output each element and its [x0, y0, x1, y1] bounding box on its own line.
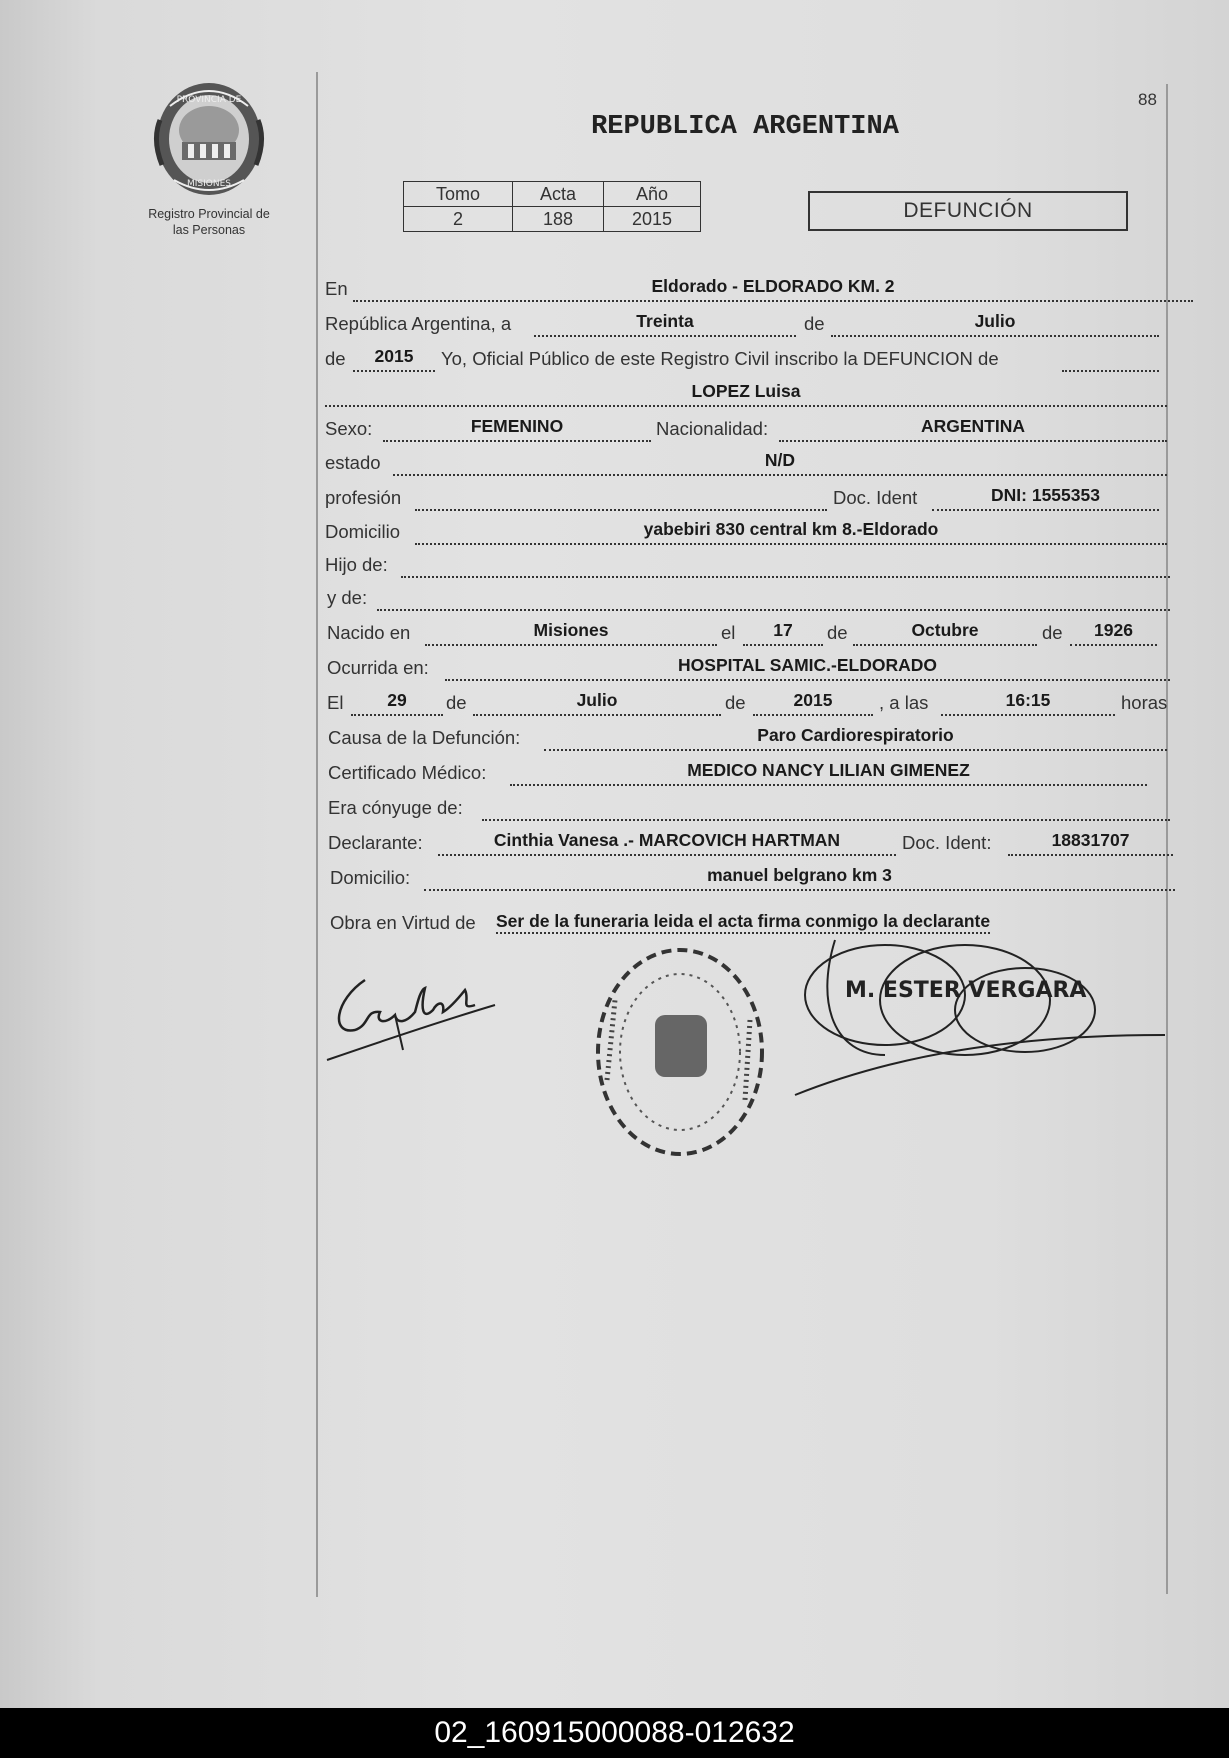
seal-bottom-text: MISIONES — [186, 179, 232, 189]
label-doc-ident-2: Doc. Ident: — [902, 832, 992, 853]
row-birth — [327, 616, 1167, 646]
label-y-de: y de: — [327, 587, 368, 608]
row-status — [325, 446, 1167, 476]
label-declarante: Declarante: — [328, 832, 423, 853]
field-declarant-address: manuel belgrano km 3 — [424, 863, 1175, 891]
field-father — [401, 550, 1170, 578]
row-cause — [328, 721, 1167, 751]
scan-footer-id: 02_160915000088-012632 — [0, 1708, 1229, 1758]
label-de-1: de — [804, 313, 825, 334]
label-domicilio-2: Domicilio: — [330, 867, 411, 888]
value-acta: 188 — [513, 207, 604, 232]
label-estado: estado — [325, 452, 381, 473]
field-birth-month: Octubre — [853, 618, 1037, 646]
label-domicilio: Domicilio — [325, 521, 401, 542]
row-address — [325, 515, 1167, 545]
field-birth-day: 17 — [743, 618, 823, 646]
table-header-row — [404, 182, 701, 207]
row-mother — [325, 581, 1170, 611]
field-declarant-doc: 18831707 — [1008, 828, 1173, 856]
field-document: DNI: 1555353 — [932, 483, 1159, 511]
header-anio: Año — [604, 182, 701, 207]
label-sexo: Sexo: — [325, 418, 373, 439]
seal-top-text: PROVINCIA DE — [176, 95, 242, 105]
label-el: el — [721, 622, 736, 643]
label-hijo-de: Hijo de: — [325, 554, 388, 575]
label-de-5: de — [446, 692, 467, 713]
row-name — [325, 377, 1167, 407]
label-certificado: Certificado Médico: — [328, 762, 487, 783]
row-sex-nationality — [325, 412, 1167, 442]
header-acta: Acta — [513, 182, 604, 207]
row-profession-doc — [325, 481, 1167, 511]
field-birth-year: 1926 — [1070, 618, 1157, 646]
document-type-box: DEFUNCIÓN — [808, 191, 1128, 231]
label-profesion: profesión — [325, 487, 402, 508]
registry-caption — [128, 206, 290, 238]
label-obra: Obra en Virtud de — [330, 912, 476, 933]
field-birth-place: Misiones — [425, 618, 717, 646]
field-spouse — [482, 793, 1170, 821]
table-row — [404, 207, 701, 232]
label-nacido-en: Nacido en — [327, 622, 411, 643]
label-en: En — [325, 278, 348, 299]
row-occurred — [327, 651, 1170, 681]
official-name: M. ESTER VERGARA — [845, 978, 1087, 1003]
left-margin-line — [316, 72, 318, 1597]
value-tomo: 2 — [404, 207, 513, 232]
field-profession — [415, 483, 827, 511]
row-certificate — [328, 756, 1167, 786]
field-cause: Paro Cardiorespiratorio — [544, 723, 1167, 751]
label-republica: República Argentina, a — [325, 313, 512, 334]
field-occurred-place: HOSPITAL SAMIC.-ELDORADO — [445, 653, 1170, 681]
field-blank-1 — [1062, 344, 1159, 372]
field-certificate: MEDICO NANCY LILIAN GIMENEZ — [510, 758, 1147, 786]
row-year-statement — [325, 342, 1167, 372]
label-nacionalidad: Nacionalidad: — [656, 418, 769, 439]
declarant-signature — [325, 960, 505, 1070]
row-declarant — [328, 826, 1173, 856]
field-death-time: 16:15 — [941, 688, 1115, 716]
field-nationality: ARGENTINA — [779, 414, 1167, 442]
label-conyuge: Era cónyuge de: — [328, 797, 463, 818]
label-de-2: de — [325, 348, 346, 369]
label-doc-ident: Doc. Ident — [833, 487, 918, 508]
field-month: Julio — [831, 309, 1159, 337]
field-basis: Ser de la funeraria leida el acta firma conmigo la declarante — [496, 911, 990, 934]
label-de-4: de — [1042, 622, 1063, 643]
field-deceased-name: LOPEZ Luisa — [325, 379, 1167, 407]
page-number: 88 — [1138, 90, 1157, 109]
header-tomo: Tomo — [404, 182, 513, 207]
label-de-6: de — [725, 692, 746, 713]
label-ocurrida-en: Ocurrida en: — [327, 657, 429, 678]
document-title: REPUBLICA ARGENTINA — [591, 112, 899, 142]
row-death-date — [327, 686, 1170, 716]
field-declarant-name: Cinthia Vanesa .- MARCOVICH HARTMAN — [438, 828, 896, 856]
province-seal-logo — [150, 80, 268, 198]
row-date — [325, 307, 1167, 337]
field-place: Eldorado - ELDORADO KM. 2 — [353, 274, 1193, 302]
field-day-text: Treinta — [534, 309, 796, 337]
label-horas: horas — [1121, 692, 1168, 713]
value-anio: 2015 — [604, 207, 701, 232]
field-marital-status: N/D — [393, 448, 1167, 476]
field-death-day: 29 — [351, 688, 443, 716]
field-death-month: Julio — [473, 688, 721, 716]
volume-record-table — [403, 181, 701, 232]
field-sex: FEMENINO — [383, 414, 651, 442]
label-causa: Causa de la Defunción: — [328, 727, 521, 748]
field-mother — [377, 583, 1170, 611]
registry-line-2: las Personas — [172, 223, 246, 237]
field-address: yabebiri 830 central km 8.-Eldorado — [415, 517, 1167, 545]
row-place — [325, 272, 1167, 302]
label-yo-oficial: Yo, Oficial Público de este Registro Civil inscribo la DEFUNCION de — [441, 348, 999, 369]
field-year: 2015 — [353, 344, 435, 372]
label-a-las: , a las — [879, 692, 929, 713]
label-el-cap: El — [327, 692, 344, 713]
official-round-stamp — [585, 940, 775, 1165]
field-death-year: 2015 — [753, 688, 873, 716]
row-declarant-address — [330, 861, 1175, 891]
registry-line-1: Registro Provincial de — [148, 207, 270, 221]
official-signature-stamp — [775, 925, 1175, 1105]
row-father — [325, 548, 1170, 578]
row-spouse — [328, 791, 1170, 821]
label-de-3: de — [827, 622, 848, 643]
